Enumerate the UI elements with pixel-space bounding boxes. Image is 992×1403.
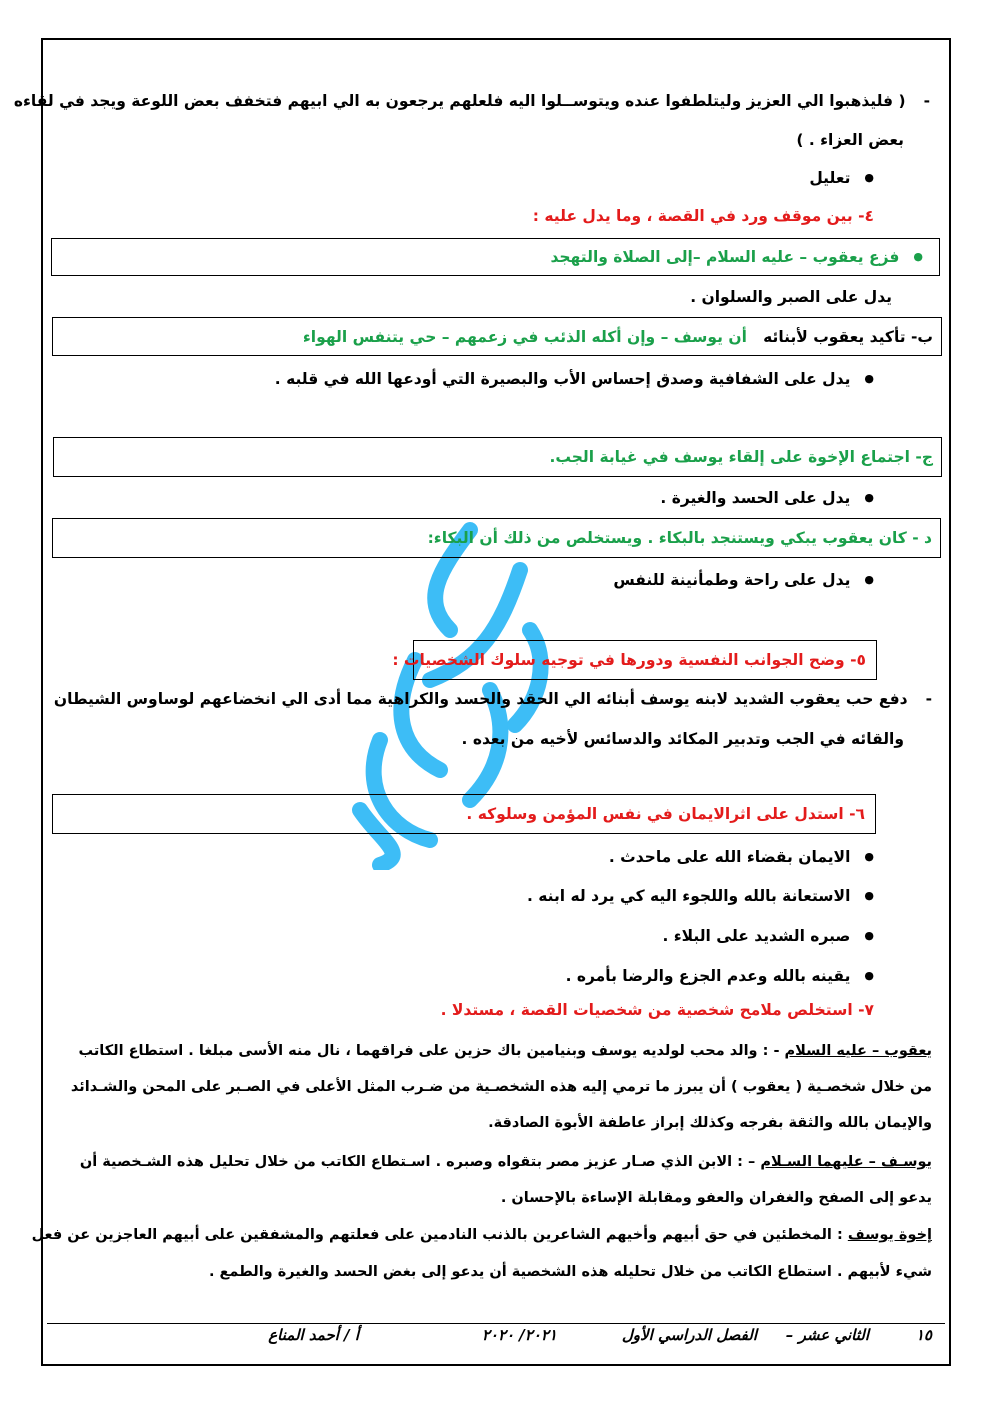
quote-line-1: -( فليذهبوا الي العزيز وليتلطفوا عنده ويتوســلوا اليه فلعلهم يرجعون به الي ابيهم فتخفف بعض اللوعة ويجد في لقاءه: [13, 92, 930, 110]
q6-item: ● الايمان بقضاء الله على ماحدث .: [609, 848, 874, 866]
answer-d-meaning: ● يدل على راحة وطمأنينة للنفس: [613, 571, 874, 589]
question-5-answer-line-2: والقائه في الجب وتدبير المكائد والدسائس لأخيه من بعده .: [461, 730, 904, 748]
yusuf-line-2: يدعو إلى الصفح والغفران والعفو ومقابلة الإساءة بالإحسان .: [500, 1190, 932, 1206]
answer-box-c: ج- اجتماع الإخوة على إلقاء يوسف في غيابة الجب.: [53, 437, 942, 477]
footer-page-number: ١٥: [915, 1326, 932, 1344]
answer-b-meaning: ● يدل على الشفافية وصدق إحساس الأب والبصيرة التي أودعها الله في قلبه .: [275, 370, 874, 388]
q6-item: ● يقينه بالله وعدم الجزع والرضا بأمره .: [566, 967, 874, 985]
answer-box-d: د - كان يعقوب يبكي ويستنجد بالبكاء . ويستخلص من ذلك أن البكاء:: [52, 518, 941, 558]
q6-item: ● صبره الشديد على البلاء .: [662, 927, 874, 945]
answer-box-b: ب- تأكيد يعقوب لأبنائه أن يوسف – وإن أكله الذئب في زعمهم – حي يتنفس الهواء: [52, 317, 942, 356]
question-7-title: ٧- استخلص ملامح شخصية من شخصيات القصة ، مستدلا .: [440, 1001, 874, 1019]
yaqub-line-2: من خلال شخصـية ( يعقوب ) أن يبرز ما ترمي إليه هذه الشخصـية من ضـرب المثل الأعلى في الصـبر على المحن والشـدائد: [70, 1079, 932, 1095]
q6-item: ● الاستعانة بالله واللجوء اليه كي يرد له ابنه .: [527, 887, 874, 905]
answer-a-meaning: يدل على الصبر والسلوان .: [690, 288, 892, 306]
question-5-box: ٥- وضح الجوانب النفسية ودورها في توجيه سلوك الشخصيات :: [413, 640, 877, 680]
quote-line-2: بعض العزاء . ): [796, 131, 904, 149]
yaqub-line-1: يعقوب – عليه السلام - : والد محب لولديه يوسف وبنيامين باك حزين على فراقهما ، نال منه الأسى مبلغا . استطاع الكاتب: [78, 1043, 932, 1059]
footer-term: الفصل الدراسي الأول: [621, 1326, 757, 1344]
bullet-taleel: ● تعليل: [809, 169, 874, 187]
footer-author: أ / أحمد المناع: [268, 1326, 359, 1344]
question-5-answer-line-1: -دفع حب يعقوب الشديد لابنه يوسف أبنائه الي الحقد والحسد والكراهية مما أدى الي انخضاعهم لوساوس الشيطان: [53, 690, 932, 708]
footer-year: ٢٠٢١/ ٢٠٢٠: [481, 1326, 557, 1344]
yaqub-line-3: والإيمان بالله والثقة بفرجه وكذلك إبراز عاطفة الأبوة الصادقة.: [488, 1115, 932, 1131]
footer-grade: الثاني عشر –: [785, 1326, 869, 1344]
brothers-line-1: إخوة يوسف : المخطئين في حق أبيهم وأخيهم الشاعرين بالذنب النادمين على فعلتهم والمشفقين على أبيهم العاجزين عن فعل: [31, 1227, 932, 1243]
yusuf-line-1: يوسـف – عليهما السـلام – : الابن الذي صـار عزيز مصر بتقواه وصبره . اسـتطاع الكاتب من خلال تحليل هذه الشـخصية أن: [79, 1154, 932, 1170]
answer-box-a: ● فزع يعقوب – عليه السلام –إلى الصلاة والتهجد: [51, 238, 940, 276]
question-6-box: ٦- استدل على اثرالايمان في نفس المؤمن وسلوكه .: [52, 794, 876, 834]
brothers-line-2: شيء لأبيهم . استطاع الكاتب من خلال تحليله هذه الشخصية أن يدعو إلى بغض الحسد والغيرة والطمع .: [208, 1264, 932, 1280]
question-4-title: ٤- بين موقف ورد في القصة ، وما يدل عليه :: [532, 207, 874, 225]
answer-c-meaning: ● يدل على الحسد والغيرة .: [660, 489, 874, 507]
footer-divider: [47, 1323, 945, 1324]
